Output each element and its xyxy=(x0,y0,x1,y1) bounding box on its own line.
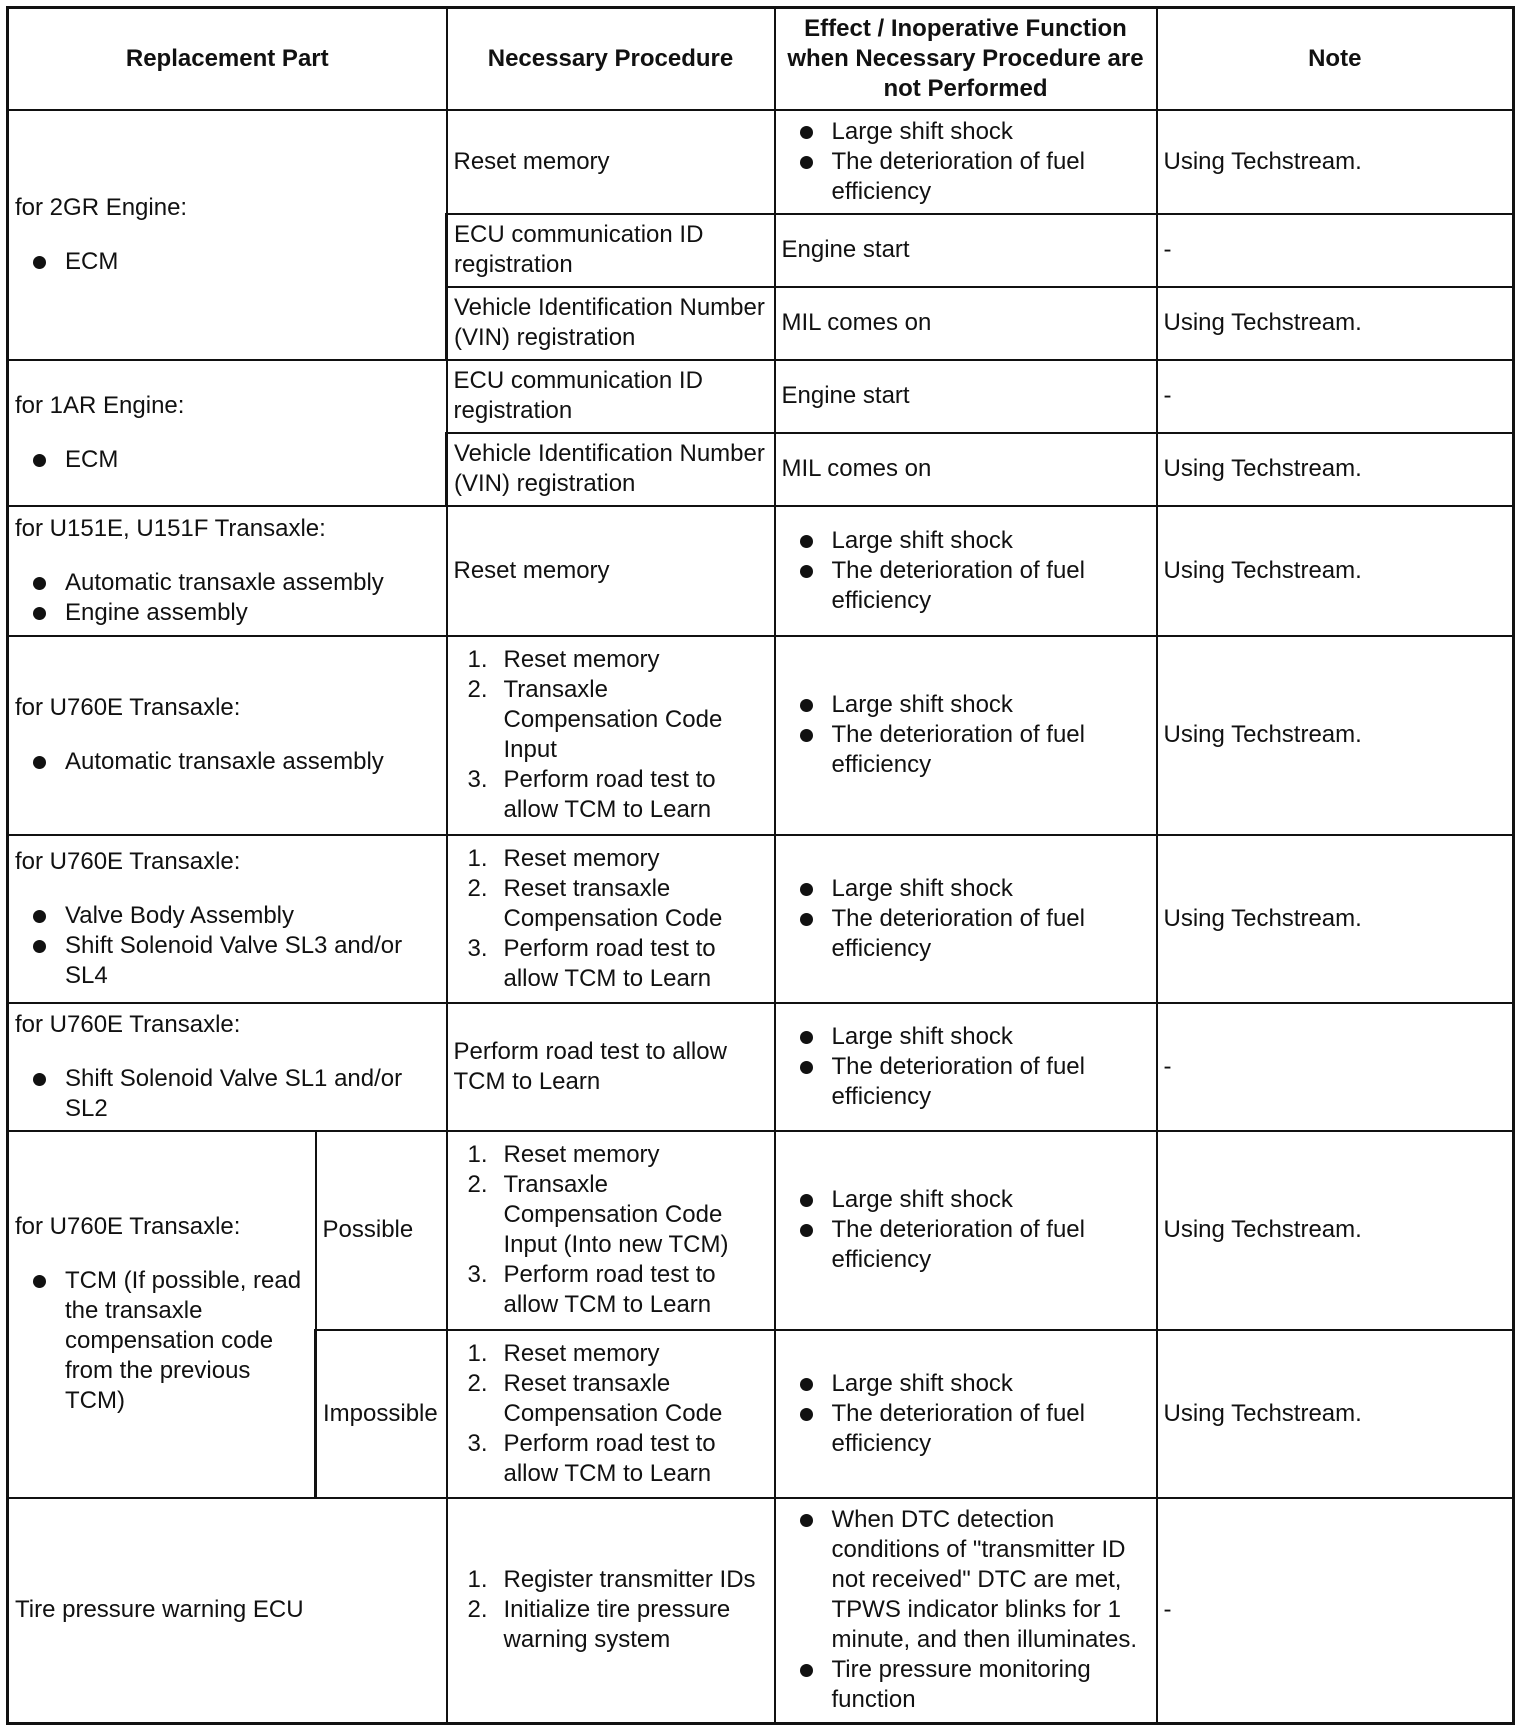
header-note: Note xyxy=(1157,8,1514,110)
effect-cell xyxy=(775,1330,1157,1498)
procedure-steps xyxy=(454,645,768,825)
part-cell xyxy=(8,636,447,835)
procedure-cell: Perform road test to allow TCM to Learn xyxy=(447,1003,775,1131)
effect-list xyxy=(782,1369,1150,1459)
condition-cell-impossible: Impossible xyxy=(316,1330,447,1498)
effect-cell xyxy=(775,506,1157,636)
procedure-cell: Vehicle Identification Number (VIN) registration xyxy=(447,433,775,506)
part-item: ECM xyxy=(15,445,439,475)
header-effect: Effect / Inoperative Function when Necessary Procedure are not Performed xyxy=(775,8,1157,110)
procedure-step: 1. Reset memory xyxy=(467,646,660,673)
procedure-step: 2. Reset transaxle Compensation Code xyxy=(467,1369,723,1427)
effect-item: Large shift shock xyxy=(782,874,1150,904)
part-item: Automatic transaxle assembly xyxy=(15,747,440,777)
part-item: Shift Solenoid Valve SL3 and/or SL4 xyxy=(15,931,440,991)
procedure-step: 2. Transaxle Compensation Code Input (Into new TCM) xyxy=(467,1171,729,1258)
table-row xyxy=(8,110,1514,214)
condition-cell-possible: Possible xyxy=(316,1131,447,1330)
procedure-cell: Reset memory xyxy=(447,506,775,636)
header-necessary-procedure: Necessary Procedure xyxy=(447,8,775,110)
table-row xyxy=(8,1498,1514,1724)
effect-item: Large shift shock xyxy=(782,117,1150,147)
note-cell: - xyxy=(1157,1498,1514,1724)
part-item: Valve Body Assembly xyxy=(15,901,440,931)
table-row xyxy=(8,360,1514,433)
note-cell: Using Techstream. xyxy=(1157,1330,1514,1498)
effect-list xyxy=(782,1185,1150,1275)
note-cell: Using Techstream. xyxy=(1157,636,1514,835)
part-item: Engine assembly xyxy=(15,598,440,628)
effect-item: The deterioration of fuel efficiency xyxy=(782,1215,1150,1275)
part-title: for U760E Transaxle: xyxy=(15,694,241,721)
header-replacement-part: Replacement Part xyxy=(8,8,447,110)
table-row xyxy=(8,1131,1514,1330)
note-cell: Using Techstream. xyxy=(1157,835,1514,1003)
procedure-cell: ECU communication ID registration xyxy=(447,360,775,433)
part-cell xyxy=(8,360,447,506)
part-title: for 2GR Engine: xyxy=(15,193,188,221)
part-cell xyxy=(8,506,447,636)
procedure-step: 3. Perform road test to allow TCM to Learn xyxy=(467,766,716,823)
part-title: for U760E Transaxle: xyxy=(15,1010,241,1038)
effect-cell xyxy=(775,1498,1157,1724)
table-header-row xyxy=(8,8,1514,110)
part-cell xyxy=(8,1131,316,1498)
procedure-step: 1. Reset memory xyxy=(467,1141,660,1168)
effect-item: The deterioration of fuel efficiency xyxy=(782,1399,1150,1459)
effect-list xyxy=(782,526,1150,616)
part-list xyxy=(15,445,439,475)
procedure-steps xyxy=(454,1339,768,1489)
note-cell: - xyxy=(1157,360,1514,433)
procedure-cell: ECU communication ID registration xyxy=(447,214,775,287)
part-list xyxy=(15,568,440,628)
procedure-step: 1. Reset memory xyxy=(467,1339,660,1367)
part-cell xyxy=(8,835,447,1003)
effect-cell xyxy=(775,110,1157,214)
part-item: TCM (If possible, read the transaxle compensation code from the previous TCM) xyxy=(15,1266,308,1416)
procedure-step: 3. Perform road test to allow TCM to Learn xyxy=(467,1429,716,1487)
effect-item: Large shift shock xyxy=(782,1185,1150,1215)
table-row xyxy=(8,835,1514,1003)
part-list xyxy=(15,747,440,777)
table-row xyxy=(8,1003,1514,1131)
procedure-cell xyxy=(447,835,775,1003)
table-row xyxy=(8,636,1514,835)
effect-item: Large shift shock xyxy=(782,690,1150,720)
part-cell: Tire pressure warning ECU xyxy=(8,1498,447,1724)
effect-cell: Engine start xyxy=(775,360,1157,433)
procedure-step: 2. Transaxle Compensation Code Input xyxy=(467,676,723,763)
procedure-step: 1. Register transmitter IDs xyxy=(467,1566,756,1594)
procedure-steps xyxy=(454,1140,768,1320)
effect-item: Large shift shock xyxy=(782,526,1150,556)
note-cell: Using Techstream. xyxy=(1157,506,1514,636)
effect-item: Large shift shock xyxy=(782,1369,1150,1399)
procedure-cell xyxy=(447,1131,775,1330)
effect-list xyxy=(782,1022,1150,1112)
effect-cell xyxy=(775,835,1157,1003)
part-title: for U760E Transaxle: xyxy=(15,1213,241,1240)
effect-cell: Engine start xyxy=(775,214,1157,287)
part-list xyxy=(15,1064,440,1124)
table-row xyxy=(8,506,1514,636)
part-list xyxy=(15,1266,308,1416)
procedure-step: 3. Perform road test to allow TCM to Learn xyxy=(467,1261,716,1318)
procedure-step: 1. Reset memory xyxy=(467,844,660,872)
note-cell: Using Techstream. xyxy=(1157,1131,1514,1330)
procedure-steps xyxy=(454,844,768,994)
procedure-cell: Reset memory xyxy=(447,110,775,214)
effect-item: The deterioration of fuel efficiency xyxy=(782,1052,1150,1112)
procedure-cell xyxy=(447,1330,775,1498)
effect-cell xyxy=(775,1003,1157,1131)
effect-list xyxy=(782,874,1150,964)
note-cell: Using Techstream. xyxy=(1157,433,1514,506)
part-list xyxy=(15,247,439,277)
procedure-cell xyxy=(447,1498,775,1724)
effect-cell xyxy=(775,636,1157,835)
effect-list xyxy=(782,690,1150,780)
effect-item: Tire pressure monitoring function xyxy=(782,1655,1150,1715)
part-title: for U760E Transaxle: xyxy=(15,847,241,875)
note-cell: Using Techstream. xyxy=(1157,287,1514,360)
procedure-cell xyxy=(447,636,775,835)
effect-item: The deterioration of fuel efficiency xyxy=(782,904,1150,964)
effect-item: When DTC detection conditions of "transmitter ID not received" DTC are met, TPWS indicator blinks for 1 minute, and then illuminates. xyxy=(782,1505,1150,1655)
part-cell xyxy=(8,1003,447,1131)
effect-list xyxy=(782,117,1150,207)
procedure-table-wrapper xyxy=(6,6,1512,1725)
part-item: Shift Solenoid Valve SL1 and/or SL2 xyxy=(15,1064,440,1124)
effect-item: The deterioration of fuel efficiency xyxy=(782,556,1150,616)
effect-cell: MIL comes on xyxy=(775,433,1157,506)
effect-item: The deterioration of fuel efficiency xyxy=(782,147,1150,207)
part-list xyxy=(15,901,440,991)
effect-cell: MIL comes on xyxy=(775,287,1157,360)
effect-cell xyxy=(775,1131,1157,1330)
note-cell: Using Techstream. xyxy=(1157,110,1514,214)
part-item: Automatic transaxle assembly xyxy=(15,568,440,598)
procedure-steps xyxy=(454,1565,768,1655)
part-title: for 1AR Engine: xyxy=(15,391,185,419)
procedure-step: 2. Reset transaxle Compensation Code xyxy=(467,874,723,932)
effect-list xyxy=(782,1505,1150,1715)
part-cell xyxy=(8,110,447,360)
procedure-step: 3. Perform road test to allow TCM to Learn xyxy=(467,934,716,992)
procedure-step: 2. Initialize tire pressure warning system xyxy=(467,1596,731,1654)
replacement-procedure-table xyxy=(6,6,1515,1725)
effect-item: Large shift shock xyxy=(782,1022,1150,1052)
note-cell: - xyxy=(1157,1003,1514,1131)
note-cell: - xyxy=(1157,214,1514,287)
part-title: for U151E, U151F Transaxle: xyxy=(15,514,326,542)
part-item: ECM xyxy=(15,247,439,277)
procedure-cell: Vehicle Identification Number (VIN) registration xyxy=(447,287,775,360)
effect-item: The deterioration of fuel efficiency xyxy=(782,720,1150,780)
